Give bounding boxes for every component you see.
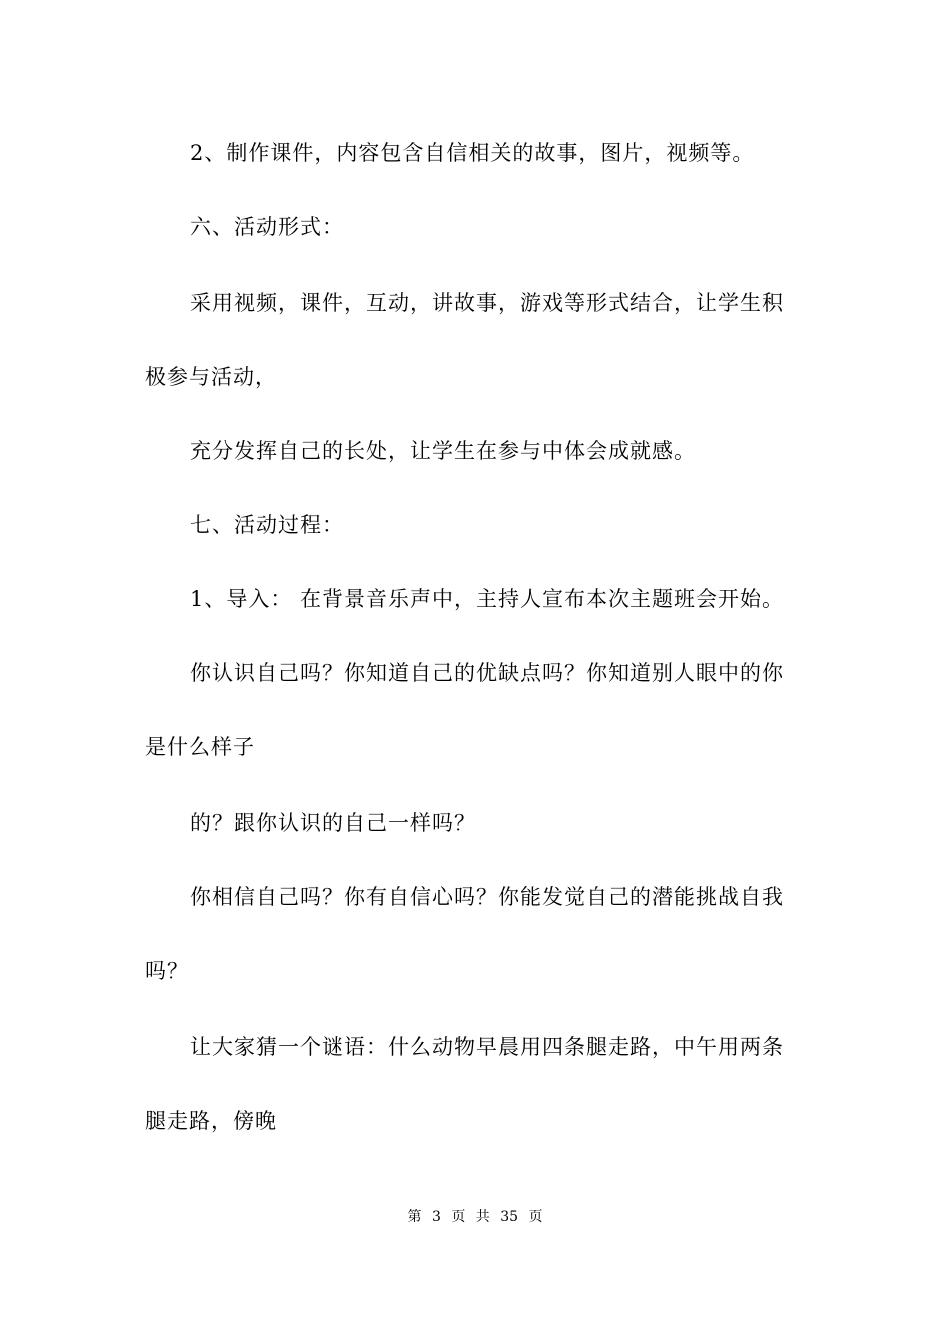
footer-total-prefix: 共 [475, 1209, 490, 1225]
footer-total-pages: 35 [500, 1209, 519, 1225]
footer-page-word: 页 [451, 1209, 466, 1225]
footer-current-page: 3 [431, 1209, 441, 1225]
paragraph-line: 的？跟你认识的自己一样吗？ [190, 811, 476, 835]
paragraph-line: 是什么样子 [145, 735, 255, 759]
section-heading: 六、活动形式： [190, 215, 344, 239]
paragraph-line: 1、导入： 在背景音乐声中，主持人宣布本次主题班会开始。 [190, 587, 785, 611]
paragraph-line: 2、制作课件，内容包含自信相关的故事，图片，视频等。 [190, 141, 755, 165]
footer-prefix: 第 [407, 1209, 422, 1225]
paragraph-line: 充分发挥自己的长处，让学生在参与中体会成就感。 [190, 439, 696, 463]
page-footer [0, 1207, 950, 1227]
paragraph-line: 采用视频，课件，互动，讲故事，游戏等形式结合，让学生积 [190, 291, 784, 315]
paragraph-line: 吗？ [145, 959, 189, 983]
section-heading: 七、活动过程： [190, 513, 344, 537]
footer-suffix: 页 [528, 1209, 543, 1225]
paragraph-line: 极参与活动， [145, 365, 277, 389]
paragraph-line: 腿走路，傍晚 [145, 1109, 277, 1133]
paragraph-line: 让大家猜一个谜语：什么动物早晨用四条腿走路，中午用两条 [190, 1035, 784, 1059]
paragraph-line: 你相信自己吗？你有自信心吗？你能发觉自己的潜能挑战自我 [190, 885, 784, 909]
paragraph-line: 你认识自己吗？你知道自己的优缺点吗？你知道别人眼中的你 [190, 661, 784, 685]
